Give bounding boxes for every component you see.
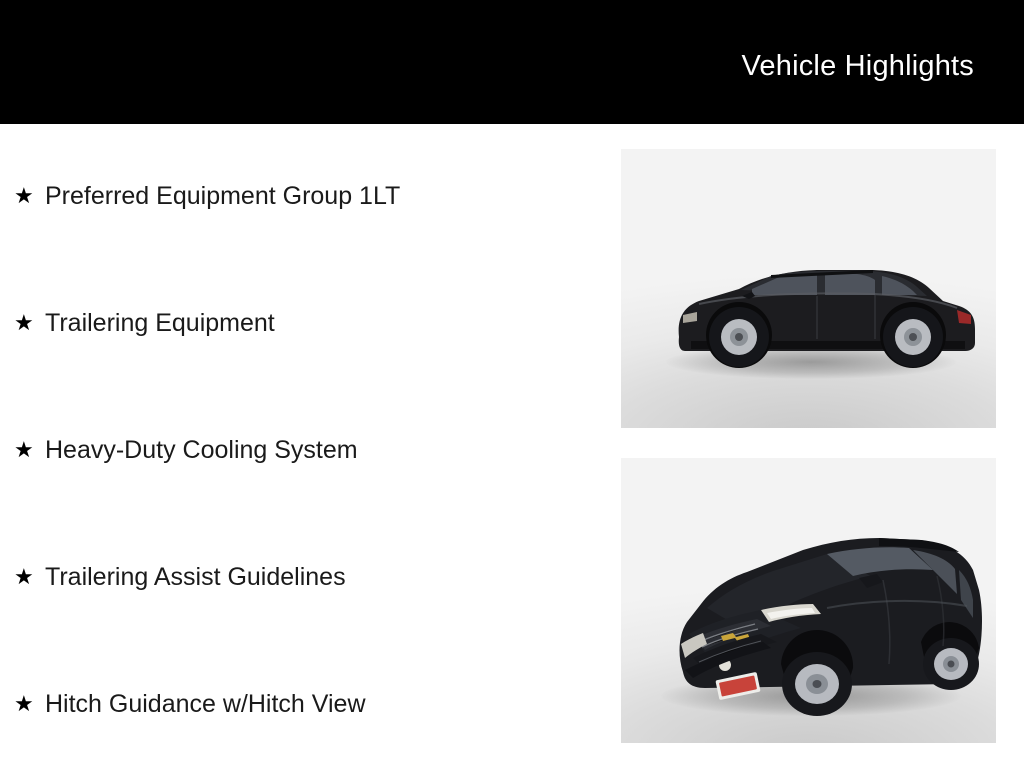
vehicle-photo-side-profile xyxy=(621,149,996,428)
list-item xyxy=(14,433,358,467)
highlight-label: Heavy-Duty Cooling System xyxy=(45,436,358,464)
star-icon: ★ xyxy=(14,437,34,462)
highlight-label: Hitch Guidance w/Hitch View xyxy=(45,690,366,718)
star-icon: ★ xyxy=(14,691,34,716)
content-area xyxy=(0,124,1024,768)
suv-side-illustration xyxy=(621,149,996,428)
star-icon: ★ xyxy=(14,183,34,208)
list-item xyxy=(14,306,275,340)
list-item xyxy=(14,560,346,594)
highlight-label: Trailering Equipment xyxy=(45,309,275,337)
highlight-label: Trailering Assist Guidelines xyxy=(45,563,346,591)
star-icon: ★ xyxy=(14,310,34,335)
list-item xyxy=(14,687,366,721)
vehicle-photo-front-three-quarter xyxy=(621,458,996,743)
highlight-label: Preferred Equipment Group 1LT xyxy=(45,182,401,210)
vehicle-highlights-list xyxy=(0,124,600,768)
list-item xyxy=(14,179,400,213)
header-bar xyxy=(0,0,1024,124)
suv-front-quarter-illustration xyxy=(621,458,996,743)
star-icon: ★ xyxy=(14,564,34,589)
page-title: Vehicle Highlights xyxy=(741,50,974,82)
